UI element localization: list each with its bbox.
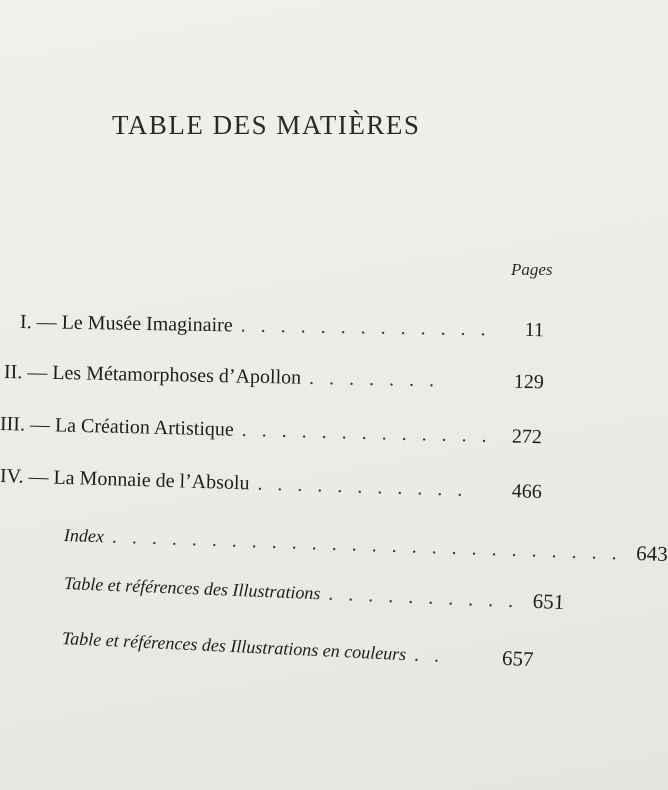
toc-entry-label: III. — La Création Artistique [0, 413, 235, 441]
toc-subentry [63, 570, 565, 615]
toc-page-number: 272 [511, 425, 543, 449]
toc-page-number: 651 [532, 588, 565, 615]
pages-column-label: Pages [511, 260, 553, 279]
toc-leader-dots: . . . . . . . . . . . . . [240, 314, 491, 341]
toc-entry-label: Index [63, 525, 105, 547]
toc-leader-dots: . . . . . . . . . . . . . [241, 418, 492, 448]
toc-leader-dots: . . [413, 643, 445, 668]
toc-entry [20, 311, 544, 342]
toc-leader-dots: . . . . . . . . . . [327, 582, 519, 613]
toc-page-number: 11 [524, 318, 545, 342]
toc-subentry [63, 522, 668, 567]
toc-subentry [61, 625, 534, 672]
toc-page-number: 466 [511, 480, 543, 504]
toc-page-number: 657 [501, 645, 535, 672]
toc-entry [4, 361, 544, 394]
toc-leader-dots: . . . . . . . [308, 366, 440, 392]
toc-entry [0, 465, 542, 504]
toc-entry-label: I. — Le Musée Imaginaire [19, 311, 233, 337]
toc-page-number: 129 [513, 370, 545, 394]
toc-entry [0, 413, 542, 449]
toc-leader-dots: . . . . . . . . . . . [257, 472, 468, 501]
toc-page-number: 643 [635, 540, 668, 567]
toc-entry-label: Table et références des Illustrations en couleurs [61, 628, 407, 665]
page-title: TABLE DES MATIÈRES [112, 110, 421, 140]
toc-entry-label: II. — Les Métamorphoses d’Apollon [3, 361, 302, 389]
toc-entry-label: Table et références des Illustrations [63, 573, 321, 604]
toc-leader-dots: . . . . . . . . . . . . . . . . . . . . . . . . . . [111, 525, 623, 565]
toc-entry-label: IV. — La Monnaie de l’Absolu [0, 465, 250, 495]
